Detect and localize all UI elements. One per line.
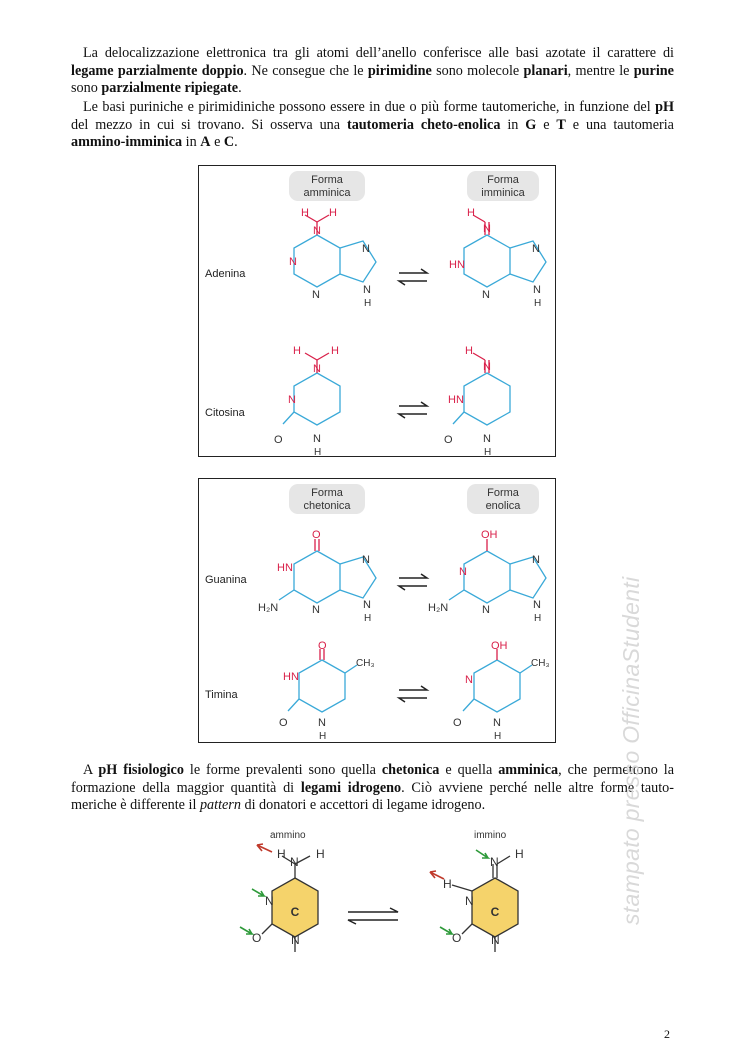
paragraph-ph-fisiologico [71,762,674,815]
text: , mentre le [567,62,634,79]
svg-text:H: H [465,345,473,357]
svg-text:O: O [444,434,453,446]
thymine-enol-structure [453,640,550,742]
svg-text:N: N [532,554,540,566]
bold-text: planari [523,62,568,79]
svg-text:H₂N: H₂N [258,602,279,614]
header-left-line1: Forma [311,174,343,186]
svg-text:H₂N: H₂N [428,602,449,614]
svg-text:HN: HN [448,394,464,406]
svg-text:N: N [465,894,474,908]
text: le forme prevalenti sono quella [183,762,382,778]
svg-text:O: O [312,529,321,541]
svg-text:O: O [252,931,262,945]
header-left-line2: amminica [303,187,351,199]
svg-text:N: N [312,604,320,616]
svg-text:H: H [484,447,492,458]
bold-text: amminica [498,762,559,778]
italic-text: pattern [199,797,241,814]
thymine-keto-structure [279,640,375,742]
svg-text:H: H [364,298,372,309]
equilibrium-arrow-hbond [348,908,398,924]
figure-ammino-imminica-drawing [199,166,557,458]
svg-text:N: N [483,223,491,235]
equilibrium-arrow-citosina [399,402,427,418]
cytosine-ammino-pattern [240,844,325,952]
svg-text:HN: HN [277,562,293,574]
bold-text: G [525,116,537,133]
figure-cheto-enolica [198,478,556,743]
page-number: 2 [664,1027,670,1041]
text: , che permettono la formazione della maggior quantità di [71,762,674,796]
svg-text:N: N [288,394,296,406]
svg-text:N: N [532,243,540,255]
row-label-guanina: Guanina [205,574,247,586]
figure-hbond-pattern-drawing [200,828,560,978]
bold-text: A [200,134,211,151]
text: e una tautomeria [565,116,674,133]
svg-text:HN: HN [283,671,299,683]
bold-text: parzialmente ripiegate [101,80,239,97]
bold-text: pH [655,99,674,115]
svg-text:N: N [313,433,321,445]
svg-text:O: O [453,717,462,729]
svg-text:N: N [363,284,371,296]
label-immino: immino [474,830,507,841]
equilibrium-arrow-adenina [399,269,427,285]
adenine-amino-structure [289,207,376,309]
row-label-timina: Timina [205,689,238,701]
svg-text:H: H [534,613,542,624]
text: . [238,80,242,97]
svg-text:N: N [362,554,370,566]
text: e [536,116,557,133]
svg-text:N: N [363,599,371,611]
svg-text:H: H [467,207,475,219]
paragraph-tautomeria [71,99,674,152]
svg-text:N: N [459,566,467,578]
svg-text:H: H [314,447,322,458]
text: . Ne consegue che le [243,62,368,79]
figure-cheto-enolica-drawing [199,479,557,744]
svg-text:N: N [362,243,370,255]
paragraph-delocalizzazione [71,45,674,98]
equilibrium-arrow-guanina [399,574,427,590]
cytosine-amino-structure [274,345,340,458]
header-right-line1: Forma [487,487,519,499]
label-ammino: ammino [270,830,306,841]
svg-text:H: H [494,731,502,742]
svg-text:H: H [329,207,337,219]
svg-text:N: N [291,933,300,947]
row-label-citosina: Citosina [205,407,245,419]
header-right-line2: imminica [481,187,525,199]
header-left-line1: Forma [311,487,343,499]
bold-text: tautomeria cheto-enolica [346,116,501,133]
cytosine-immino-pattern [430,847,524,952]
svg-text:CH₃: CH₃ [356,658,375,669]
text: . [234,134,238,151]
svg-text:N: N [482,289,490,301]
svg-text:N: N [482,604,490,616]
guanine-enol-structure [428,529,546,624]
header-left-line2: chetonica [303,500,351,512]
bold-text: pH fisiologico [98,762,184,778]
text: in [182,134,201,151]
svg-text:N: N [318,717,326,729]
svg-text:N: N [491,933,500,947]
text: e [210,134,224,151]
cytosine-imino-structure [444,345,510,458]
text: e quella [439,762,499,778]
bold-text: legami idrogeno [300,779,402,796]
watermark: stampato presso OfficinaStudenti [618,576,644,925]
svg-text:HN: HN [449,259,465,271]
header-right-line2: enolica [485,500,521,512]
text: La delocalizzazione elettronica tra gli atomi dell’anello conferisce alle basi azotate il carattere di [83,45,674,61]
svg-text:H: H [316,847,325,861]
text: di donatori e accettori di legame idrogeno. [240,797,486,814]
svg-text:O: O [279,717,288,729]
bold-text: purine [633,62,674,79]
svg-text:O: O [318,640,327,652]
svg-text:H: H [293,345,301,357]
svg-text:O: O [452,931,462,945]
adenine-imino-structure [449,207,546,309]
row-label-adenina: Adenina [205,268,246,280]
svg-text:N: N [490,855,499,869]
text: A [83,762,99,778]
text: Le basi puriniche e pirimidiniche possono essere in due o più forme tautomeriche, in funzione del [83,99,656,115]
text: . Ciò avviene perché nelle altre forme tauto-meriche è differente il [71,779,674,814]
header-right-line1: Forma [487,174,519,186]
figure-ammino-imminica [198,165,556,457]
svg-text:N: N [290,855,299,869]
svg-text:N: N [483,433,491,445]
guanine-keto-structure [258,529,376,624]
svg-text:H: H [277,847,286,861]
bold-text: chetonica [381,762,440,778]
svg-text:H: H [443,877,452,891]
svg-text:N: N [483,361,491,373]
text: sono molecole [431,62,524,79]
svg-text:CH₃: CH₃ [531,658,550,669]
text: in [500,116,526,133]
text: del mezzo in cui si trovano. Si osserva una [71,116,347,133]
svg-text:H: H [364,613,372,624]
svg-text:N: N [289,256,297,268]
svg-text:H: H [319,731,327,742]
equilibrium-arrow-timina [399,686,427,702]
text: sono [71,80,102,97]
svg-text:H: H [301,207,309,219]
ring-letter: C [290,905,300,919]
svg-text:H: H [331,345,339,357]
bold-text: ammino-imminica [71,134,183,151]
svg-text:N: N [313,225,321,237]
svg-text:N: N [533,284,541,296]
svg-text:N: N [493,717,501,729]
svg-text:OH: OH [491,640,508,652]
svg-text:H: H [534,298,542,309]
bold-text: legame parzialmente doppio [71,62,244,79]
bold-text: T [556,116,566,133]
bold-text: pirimidine [367,62,432,79]
bold-text: C [223,134,235,151]
svg-text:N: N [465,674,473,686]
svg-text:N: N [265,894,274,908]
figure-hbond-pattern [200,828,560,978]
svg-text:OH: OH [481,529,498,541]
ring-letter: C [490,905,500,919]
svg-text:H: H [515,847,524,861]
svg-text:N: N [533,599,541,611]
svg-text:O: O [274,434,283,446]
svg-text:N: N [312,289,320,301]
svg-text:N: N [313,363,321,375]
